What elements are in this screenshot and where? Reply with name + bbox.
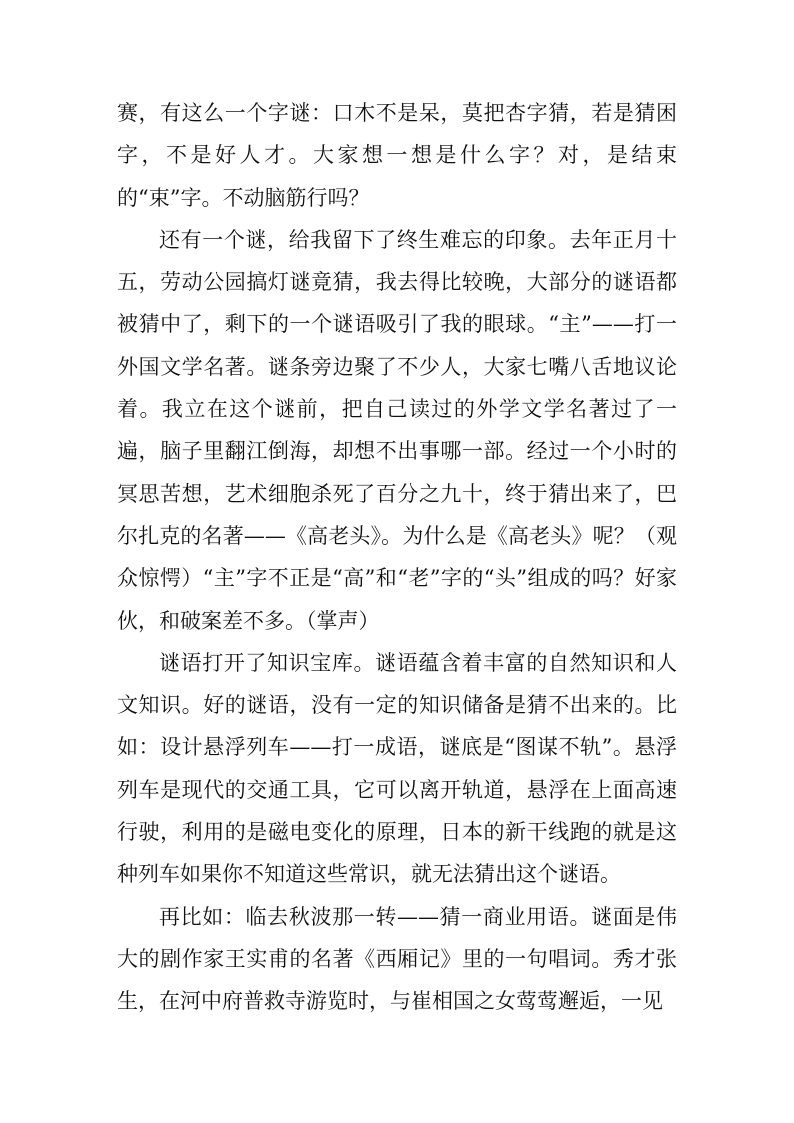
paragraph-riddle-gao-lao-tou: 还有一个谜，给我留下了终生难忘的印象。去年正月十五，劳动公园搞灯谜竟猜，我去得比较晚，大部分的谜语都被猜中了，剩下的一个谜语吸引了我的眼球。“主”——打一外国文学名著。谜条旁边聚了不少人，大家七嘴八舌地议论着。我立在这个谜前，把自己读过的外学文学名著过了一遍，脑子里翻江倒海，却想不出事哪一部。经过一个小时的冥思苦想，艺术细胞杀死了百分之九十，终于猜出来了，巴尔扎克的名著——《高老头》。为什么是《高老头》呢？（观众惊愕）“主”字不正是“高”和“老”字的“头”组成的吗？好家伙，和破案差不多。（掌声）	[117, 227, 677, 633]
paragraph-riddle-xixiangji: 再比如：临去秋波那一转——猜一商业用语。谜面是伟大的剧作家王实甫的名著《西厢记》里的一句唱词。秀才张生，在河中府普救寺游览时，与崔相国之女莺莺邂逅，一见	[117, 904, 677, 1014]
body-text	[117, 92, 677, 1023]
paragraph-riddle-knowledge: 谜语打开了知识宝库。谜语蕴含着丰富的自然知识和人文知识。好的谜语，没有一定的知识储备是猜不出来的。比如：设计悬浮列车——打一成语，谜底是“图谋不轨”。悬浮列车是现代的交通工具，它可以离开轨道，悬浮在上面高速行驶，利用的是磁电变化的原理，日本的新干线跑的就是这种列车如果你不知道这些常识，就无法猜出这个谜语。	[117, 650, 677, 887]
paragraph-riddle-shu: 赛，有这么一个字谜：口木不是呆，莫把杏字猜，若是猜困字，不是好人才。大家想一想是什么字？对，是结束的“束”字。不动脑筋行吗？	[117, 101, 677, 210]
